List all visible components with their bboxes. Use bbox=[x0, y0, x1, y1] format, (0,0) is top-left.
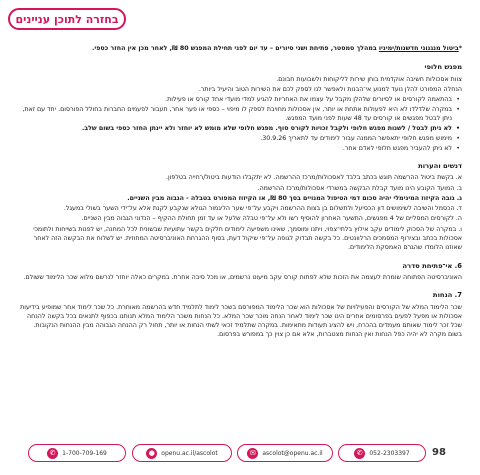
list-item: • בהתאמה לקורסים או לסיורים שלהלן מקבל על עצמו את האחריות להגיע למדי מועדי אחד קורס או פעילות. bbox=[20, 95, 452, 104]
list-item: • במקרה שלדלדו לא היא לפעולות אתחת או יותר, אין אסכולות מחויבת לספק לו מיפוי – כספי או פער אחר, תעבור לפעמים החברות בחולל הפורסום. יחד עם זאת, ניתן לבטל מפגשים או קורסים עד 48 שעות לפני מועד המפגש. bbox=[20, 105, 452, 124]
list-item: ג. גובה הקיזוז המינימלי יהיה סכום דמי הטיפול המנויים בסך 80 ₪, או הקיזוז המפורט בטבלה - הגבוה מבין השניים. bbox=[127, 194, 462, 202]
intro-text: במהלך סמסטר, פתיחת ושני סיורים – עד יום לפני תחילת המפגש 80 ₪, לאחר מכן אין החזר כספי. bbox=[92, 45, 379, 52]
phone2-link[interactable] bbox=[338, 444, 426, 462]
terms-content bbox=[20, 44, 462, 349]
phone-icon: ✆ bbox=[47, 448, 58, 459]
email-text: ascolot@openu.ac.il bbox=[262, 449, 323, 457]
intro-note bbox=[20, 44, 462, 53]
paragraph: האוניברסיטה הפתוחה שומרת לעצמה את הזכות שלא לפתוח קורס עקב מיעוט נרשמים, או מכל סיבה אחרת. במקרים כאלה יוחזר לנרשם מלוא שכר הלימוד ששולם. bbox=[23, 273, 462, 281]
intro-prefix: * bbox=[458, 45, 462, 52]
intro-underlined: ביטול מנגנוני חדשנות/ימיניו bbox=[378, 45, 459, 52]
section-title: דנשים והערות bbox=[418, 161, 462, 170]
phone1-link[interactable] bbox=[28, 444, 126, 462]
whatsapp-icon: ✆ bbox=[354, 448, 365, 459]
back-to-toc-button[interactable]: בחזרה לתוכן עניינים bbox=[8, 8, 126, 30]
section-title: 6. אי־פתיחת סדרה bbox=[402, 261, 462, 270]
list-item: • לא ניתן להעביר מפגש חלופי לאדם אחר. bbox=[20, 144, 452, 153]
bullet-list bbox=[20, 95, 462, 153]
list-item: א. בקשת ביטול ההרשמה תוגש בכתב בלבד לאסכולות/מרכז ההרשמה. לא יתקבלו הודעות ביטול/רחייה בטלפון. bbox=[165, 174, 462, 182]
email-link[interactable] bbox=[237, 444, 333, 462]
paragraph: הנחלה המפורט להלן נועד למנוע אי־הבנות ולאפשר לנו לספק לכם את השירות הטוב והיעיל ביותר. bbox=[198, 85, 462, 93]
website-link[interactable] bbox=[132, 444, 232, 462]
page-number: 98 bbox=[432, 447, 446, 458]
section-discounts bbox=[20, 162, 462, 253]
section-title: מפגש חלופי bbox=[424, 63, 462, 72]
list-item: ה. לקורסים המסליים של 4 מפגשים, התשער האחרון להוסיף רשו ולא על־פי טבלה שלעל או עד זמן תחולת ההקיף – הנדוני הגבוה מבין השניים. bbox=[81, 215, 462, 223]
section-cancellation bbox=[20, 262, 462, 283]
list-item: ב. המועד הקובע הינו מועד קבלת הבקשה במשרדי אסכולות/מרכז ההרשמה. bbox=[257, 184, 462, 192]
list-item: ו. במקרה של הסכוק לימודים עקב אילוץ בלתי־צפוי, ויתנו ומוסמך, שאינו משפיעה לימודים חלקים בקשר עתועיות שבשונית לכל המחנה, יש לפנות בשייחות ולתומכי אסכולות בכתב ובצירוף המסמכים הרלוונטים. כל בקשה תבדוק לגופה על־פי שיקול דעת, בסוף ההגרחת האוניברסיטה המחוזית. יש לשלוח את הבקשה הזה לאחר שאוזנו הלומדו שהגרם האמסקת הלימודים. bbox=[33, 225, 462, 252]
section-title: 7. הנחות bbox=[432, 291, 462, 300]
email-icon: ✉ bbox=[247, 448, 258, 459]
phone2-text: 052-2303397 bbox=[369, 449, 410, 457]
paragraph: שכר הלימוד המלא של הקורסים והפעילויות של אסכולות הוא שכר הלימוד המפורסם בשכר לימוד לתלמיד חדש בהרשמה מאוחרת. כל שכר לימוד אחר שמופיע בידיעות אסכולות או מפעל לפעים בפרסומים אחרים הינו שכר לימוד לאחר הנחה מוכר שכר המלא. כל הנחות משכר הלימוד המלא תנותנו בכפוף לתנאים בכל בקשה להנחה שכל זכר לימוד שאותם מעמדים בהכרח, ויש להציג תעודות מתאימות. במקרה שתלמיד זכאי לשתי הנחות או יותר, תחול רק ההנחה הגבוהה מבין ההנחות הנקובות. בשום מקרה לא יהיה כפל הנחות ואין הנחות מצטברות, אלא אם כן צוין כך במפורש בפרסום. bbox=[20, 303, 462, 339]
phone1-text: 1-700-709-169 bbox=[62, 449, 107, 457]
page-footer bbox=[0, 439, 480, 469]
globe-icon: ● bbox=[146, 448, 157, 459]
list-item: ד. הכסמל והשיבה לשימושים דון הכסיעל ולתשלום בן בצות ההרשמה ויקבע על־פי שער הליגמור הגולא שנקבע לקנת אלא על־ידי השער בשולי במעגל. bbox=[63, 205, 462, 213]
section-drop bbox=[20, 63, 462, 153]
list-item: • לא ניתן לבטל / לשנות מפגש חלופי ולקבל זכויות לקורס סוף. מפגש חלופי שלא מומש לא יוחזר ולא יינתן החזר כספי בשום שלב. bbox=[20, 124, 452, 133]
website-text: openu.ac.il/ascolot bbox=[161, 449, 218, 457]
paragraph: צוות אסכולות חשיבה אוקדמית בוחן שירות לליקוחות ולשבועות חבונם. bbox=[276, 75, 462, 83]
section-refunds bbox=[20, 291, 462, 339]
list-item: • מימוש מפגש חלופי יתאפשר הממנה עבור לימודים עד לתאריך 30.9.26. bbox=[20, 134, 452, 143]
